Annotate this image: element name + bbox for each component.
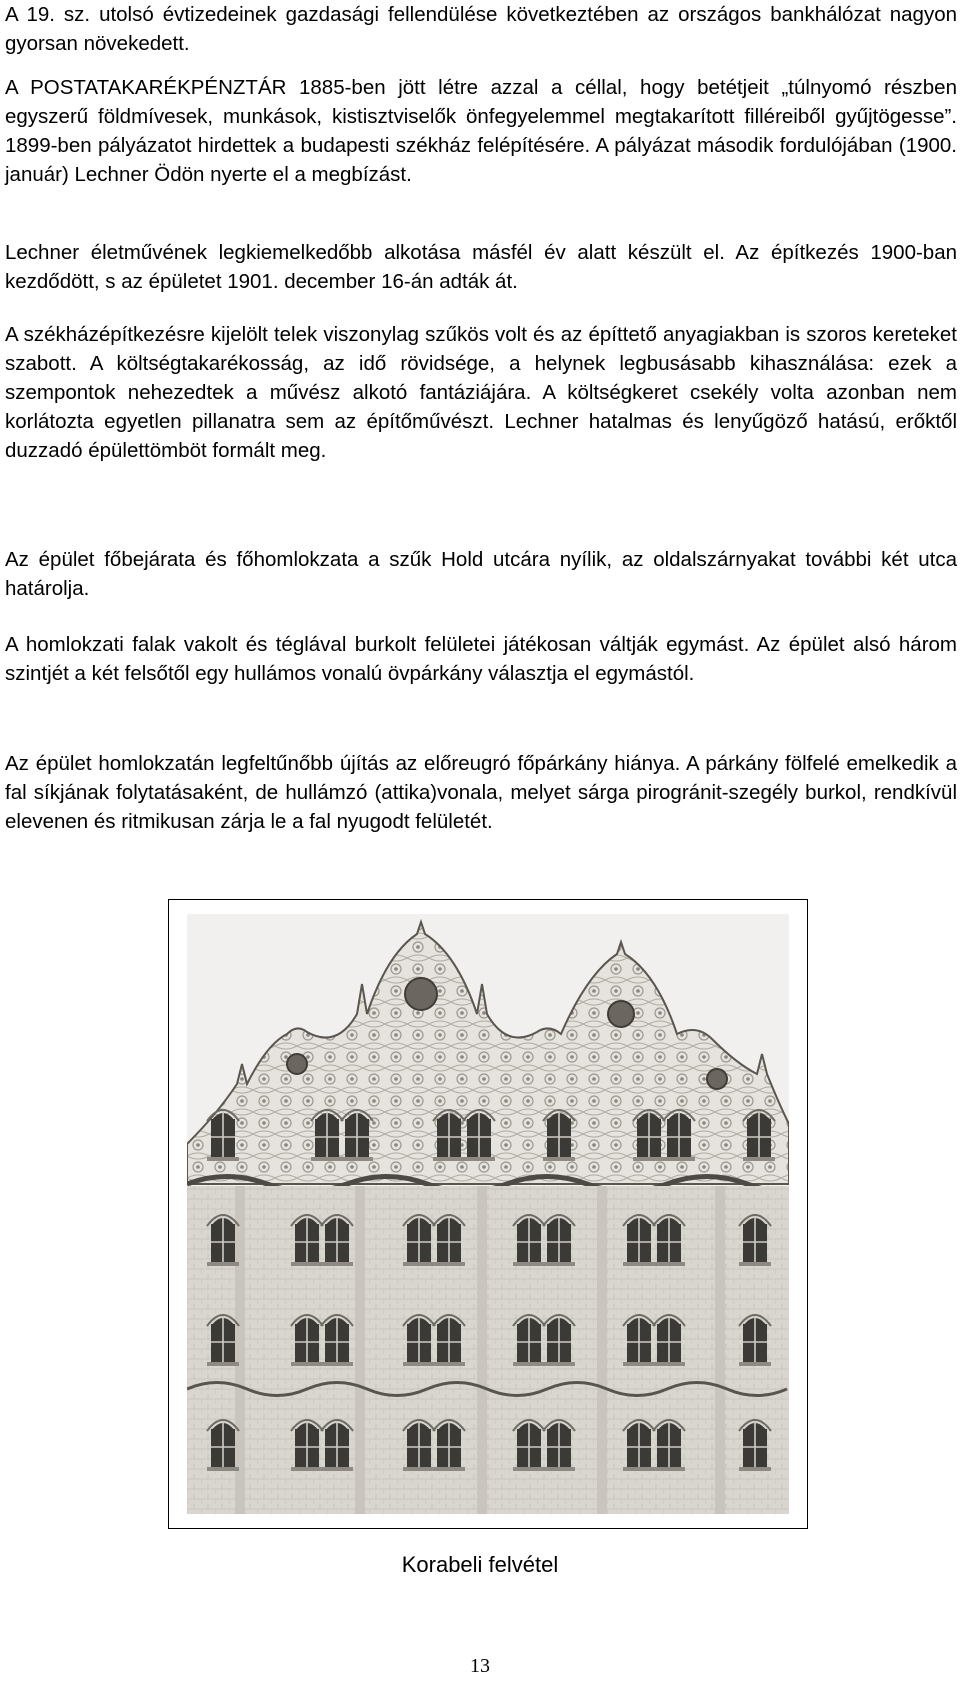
figure-caption: Korabeli felvétel [401,1552,559,1577]
photo-frame [168,899,808,1529]
paragraph-postatakarekpenztar: A POSTATAKARÉKPÉNZTÁR 1885-ben jött létre azzal a céllal, hogy betétjeit „túlnyomó részben egyszerű földmívesek, munkások, kistisztviselők önfegyelemmel megtakarított filléreiből gyűjtögesse”. 1899-ben pályázatot hirdettek a budapesti székház felépítésére. A pályázat második fordulójában (1900. január) Lechner Ödön nyerte el a megbízást. [5,76,957,186]
paragraph-lechner-work: Lechner életművének legkiemelkedőbb alkotása másfél év alatt készült el. Az építkezés 1900-ban kezdődött, s az épületet 1901. december 16-án adták át. [5,241,957,293]
paragraph-facade-walls: A homlokzati falak vakolt és téglával burkolt felületei játékosan váltják egymást. Az épület alsó három szintjét a két felsőtől egy hullámos vonalú övpárkány választja el egymástól. [5,633,957,685]
page-number: 13 [470,1655,490,1677]
paragraph-plot-constraints: A székházépítkezésre kijelölt telek viszonylag szűkös volt és az építtető anyagiakban is szoros kereteket szabott. A költségtakarékosság, az idő rövidsége, a helynek legbusásabb kihasználása: ezek a szempontok nehezedtek a művész alkotó fantáziájára. A költségkeret csekély volta azonban nem korlátozta egyetlen pillanatra sem az építőművészt. Lechner hatalmas és lenyűgöző hatású, erőktől duzzadó épülettömböt formált meg. [5,323,957,462]
paragraph-bank-network: A 19. sz. utolsó évtizedeinek gazdasági fellendülése következtében az országos bankhálózat nagyon gyorsan növekedett. [5,3,957,55]
historic-facade-photo [187,914,789,1514]
paragraph-cornice: Az épület homlokzatán legfeltűnőbb újítás az előreugró főpárkány hiánya. A párkány fölfelé emelkedik a fal síkjának folytatásaként, de hullámzó (attika)vonala, melyet sárga pirogránit-szegély burkol, rendkívül elevenen és ritmikusan zárja le a fal nyugodt felületét. [5,752,957,833]
paragraph-main-entrance: Az épület főbejárata és főhomlokzata a szűk Hold utcára nyílik, az oldalszárnyakat további két utca határolja. [5,548,957,600]
